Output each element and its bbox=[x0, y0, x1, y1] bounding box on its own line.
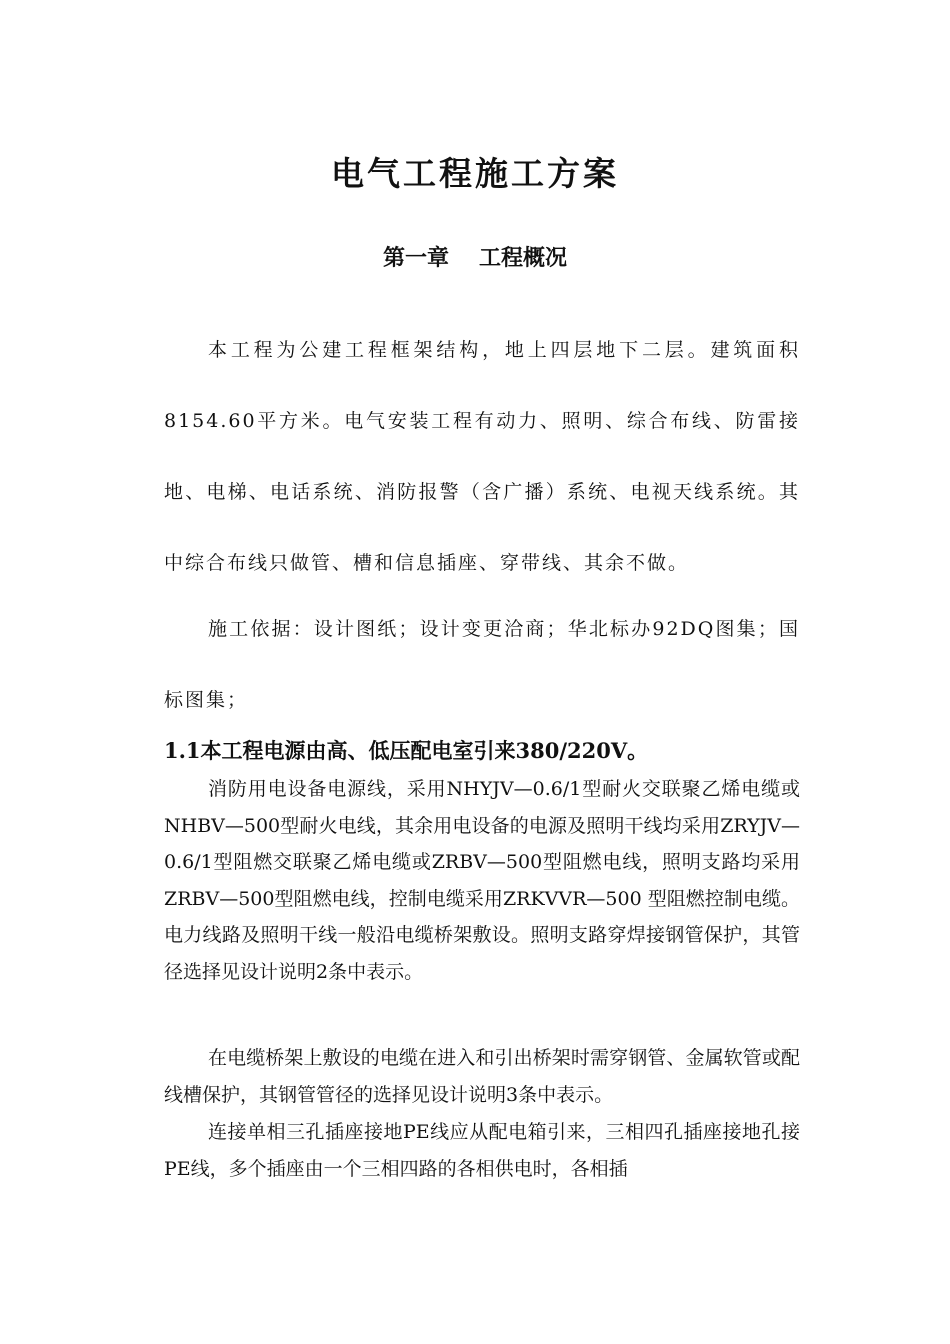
section-paragraph: 在电缆桥架上敷设的电缆在进入和引出桥架时需穿钢管、金属软管或配线槽保护，其钢管管径的选择见设计说明3条中表示。 bbox=[164, 1047, 800, 1106]
document-title: 电气工程施工方案 bbox=[331, 154, 619, 193]
basis-paragraph: 施工依据：设计图纸；设计变更洽商；华北标办92DQ图集；国标图集； bbox=[164, 618, 800, 711]
section-paragraph: 消防用电设备电源线，采用NHYJV—0.6/1型耐火交联聚乙烯电缆或NHBV—500型耐火电线，其余用电设备的电源及照明干线均采用ZRYJV—0.6/1型阻燃交联聚乙烯电缆或ZRBV—500型阻燃电线，照明支路均采用ZRBV—500型阻燃电线，控制电缆采用ZRKVVR—500 型阻燃控制电缆。电力线路及照明干线一般沿电缆桥架敷设。照明支路穿焊接钢管保护，其管径选择见设计说明2条中表示。 bbox=[164, 778, 800, 983]
chapter-title bbox=[0, 240, 950, 276]
section-heading: 1.1本工程电源由高、低压配电室引来380/220V。 bbox=[164, 738, 649, 763]
section-paragraph: 连接单相三孔插座接地PE线应从配电箱引来，三相四孔插座接地孔接PE线，多个插座由一个三相四路的各相供电时，各相插 bbox=[164, 1121, 800, 1180]
chapter-number: 第一章 bbox=[382, 245, 449, 271]
overview-paragraph: 本工程为公建工程框架结构，地上四层地下二层。建筑面积8154.60平方米。电气安装工程有动力、照明、综合布线、防雷接地、电梯、电话系统、消防报警（含广播）系统、电视天线系统。其中综合布线只做管、槽和信息插座、穿带线、其余不做。 bbox=[164, 339, 800, 574]
chapter-name: 工程概况 bbox=[479, 245, 568, 271]
